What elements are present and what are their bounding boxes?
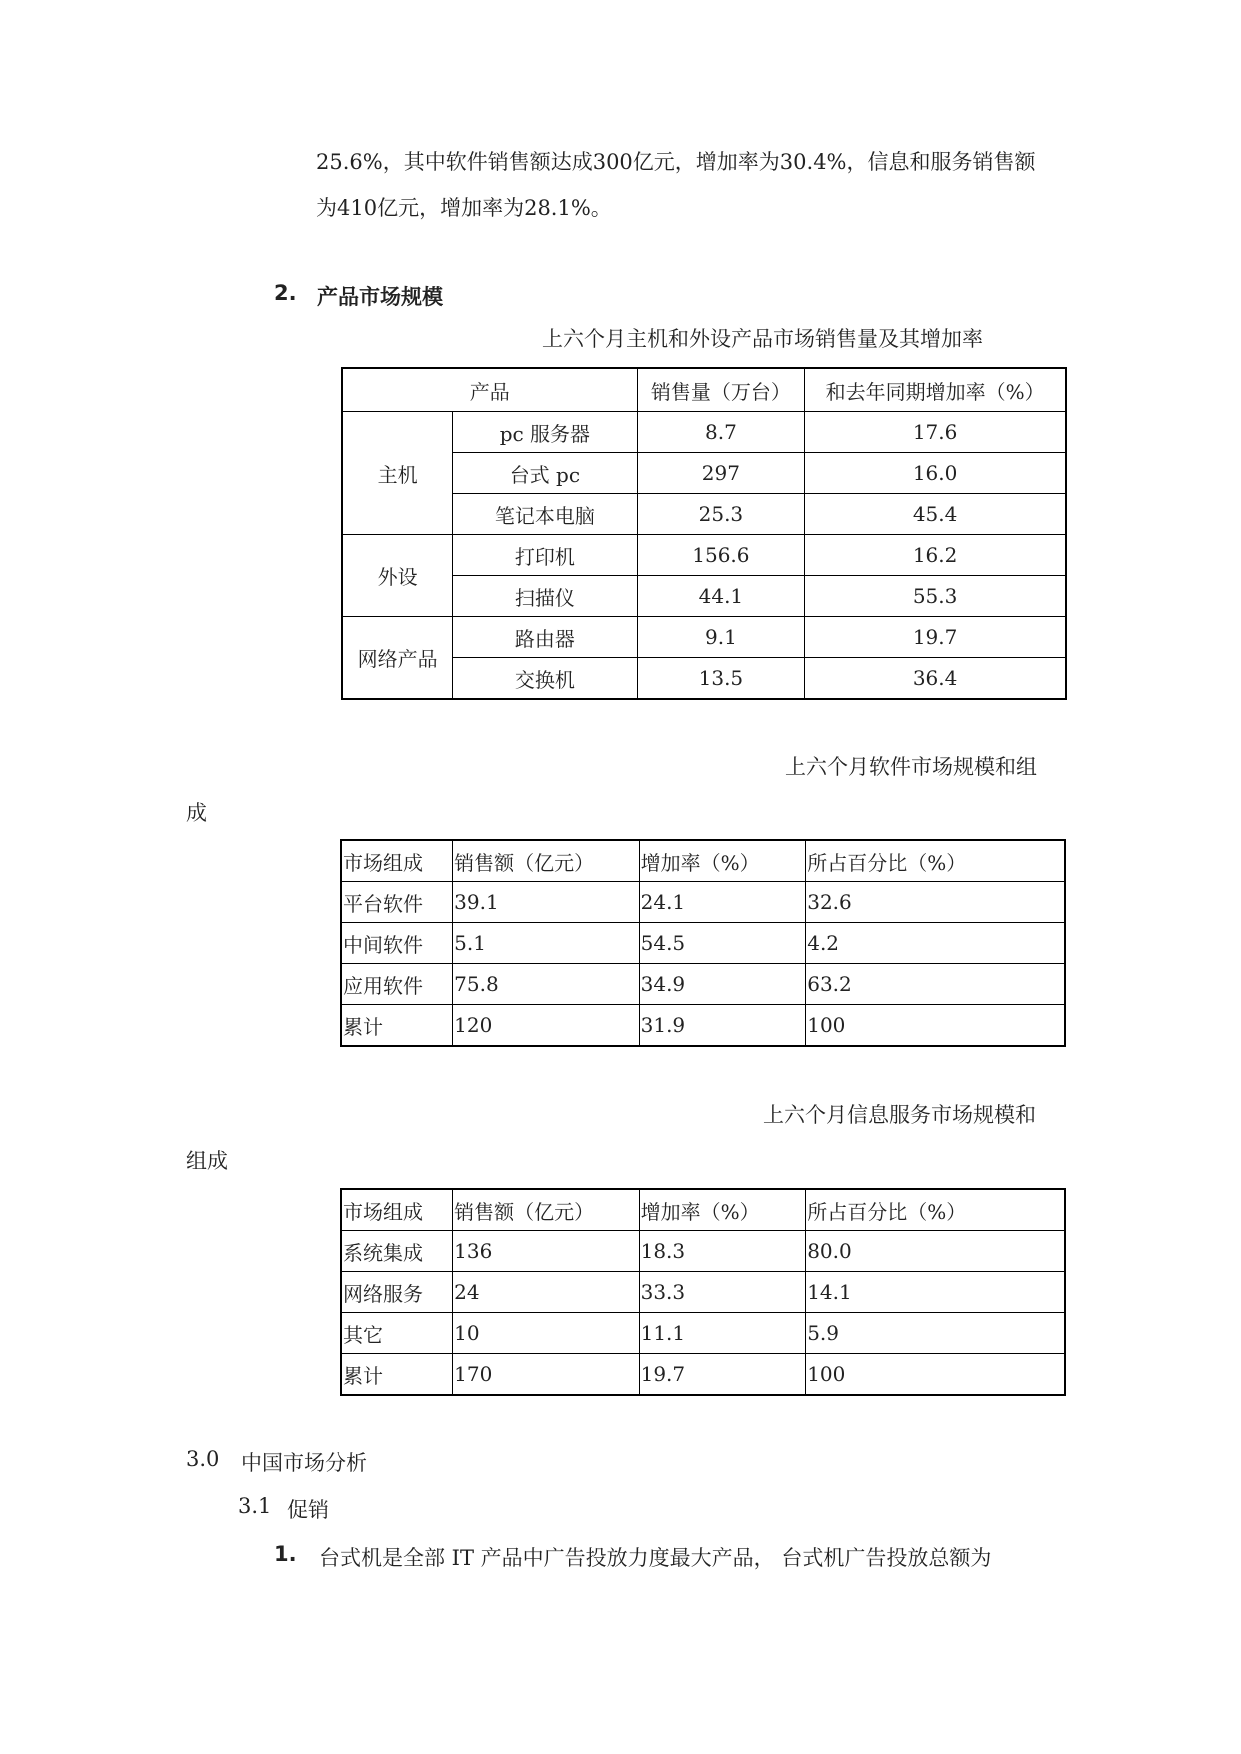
table-cell: 80.0	[806, 1231, 1065, 1272]
table3-caption: 上六个月信息服务市场规模和	[763, 1103, 1036, 1127]
table-row	[342, 412, 1066, 453]
growth-cell: 16.2	[805, 535, 1066, 576]
header-cell: 增加率（%）	[639, 840, 806, 882]
product-cell: pc 服务器	[453, 412, 637, 453]
group-name: 网络产品	[342, 617, 453, 700]
growth-cell: 17.6	[805, 412, 1066, 453]
item-1-number: 1.	[274, 1542, 297, 1566]
group-name: 主机	[342, 412, 453, 535]
table-cell: 4.2	[806, 923, 1065, 964]
header-cell: 增加率（%）	[639, 1189, 806, 1231]
table-cell: 19.7	[639, 1354, 806, 1396]
table2-caption-continued: 成	[186, 801, 207, 825]
table-row	[341, 1005, 1065, 1047]
table2-caption: 上六个月软件市场规模和组	[785, 755, 1037, 779]
section-2-number: 2.	[274, 281, 297, 305]
table-row	[341, 1354, 1065, 1396]
table-row	[341, 882, 1065, 923]
table-row	[341, 964, 1065, 1005]
table-header-row	[342, 368, 1066, 412]
header-cell: 所占百分比（%）	[806, 1189, 1065, 1231]
table1-caption: 上六个月主机和外设产品市场销售量及其增加率	[542, 327, 983, 351]
header-cell: 销售额（亿元）	[453, 840, 639, 882]
growth-cell: 16.0	[805, 453, 1066, 494]
sales-cell: 8.7	[637, 412, 805, 453]
intro-line-2: 为410亿元，增加率为28.1%。	[316, 196, 612, 220]
growth-cell: 45.4	[805, 494, 1066, 535]
sales-cell: 44.1	[637, 576, 805, 617]
section-3-1-title: 促销	[287, 1498, 329, 1522]
group-name: 外设	[342, 535, 453, 617]
sales-cell: 25.3	[637, 494, 805, 535]
table-row	[342, 617, 1066, 658]
header-cell: 市场组成	[341, 840, 453, 882]
section-3-title: 中国市场分析	[241, 1451, 367, 1475]
table-cell: 31.9	[639, 1005, 806, 1047]
info-service-market-table	[340, 1188, 1066, 1396]
table-cell: 24	[453, 1272, 639, 1313]
product-cell: 台式 pc	[453, 453, 637, 494]
header-growth: 和去年同期增加率（%）	[805, 368, 1066, 412]
table-cell: 24.1	[639, 882, 806, 923]
table3-caption-continued: 组成	[186, 1149, 228, 1173]
header-sales: 销售量（万台）	[637, 368, 805, 412]
product-cell: 路由器	[453, 617, 637, 658]
hardware-sales-table	[341, 367, 1067, 700]
table-cell: 120	[453, 1005, 639, 1047]
item-1-text: 台式机是全部 IT 产品中广告投放力度最大产品， 台式机广告投放总额为	[319, 1546, 992, 1570]
section-3-number: 3.0	[186, 1447, 220, 1471]
header-cell: 所占百分比（%）	[806, 840, 1065, 882]
table-cell: 中间软件	[341, 923, 453, 964]
table-row	[341, 1231, 1065, 1272]
growth-cell: 36.4	[805, 658, 1066, 700]
sales-cell: 13.5	[637, 658, 805, 700]
table-cell: 34.9	[639, 964, 806, 1005]
sales-cell: 156.6	[637, 535, 805, 576]
table-cell: 其它	[341, 1313, 453, 1354]
header-cell: 市场组成	[341, 1189, 453, 1231]
table-cell: 14.1	[806, 1272, 1065, 1313]
software-market-table	[340, 839, 1066, 1047]
growth-cell: 55.3	[805, 576, 1066, 617]
table-row	[341, 1313, 1065, 1354]
table-cell: 系统集成	[341, 1231, 453, 1272]
table-row	[341, 923, 1065, 964]
product-cell: 交换机	[453, 658, 637, 700]
table-row	[342, 535, 1066, 576]
table-cell: 170	[453, 1354, 639, 1396]
table-header-row	[341, 1189, 1065, 1231]
sales-cell: 297	[637, 453, 805, 494]
table-cell: 100	[806, 1005, 1065, 1047]
table-cell: 5.1	[453, 923, 639, 964]
table-cell: 10	[453, 1313, 639, 1354]
intro-line-1: 25.6%，其中软件销售额达成300亿元，增加率为30.4%，信息和服务销售额	[316, 150, 1036, 174]
section-3-1-number: 3.1	[238, 1494, 272, 1518]
table-cell: 累计	[341, 1005, 453, 1047]
growth-cell: 19.7	[805, 617, 1066, 658]
header-product: 产品	[342, 368, 637, 412]
table-cell: 11.1	[639, 1313, 806, 1354]
product-cell: 扫描仪	[453, 576, 637, 617]
table-cell: 18.3	[639, 1231, 806, 1272]
table-cell: 63.2	[806, 964, 1065, 1005]
sales-cell: 9.1	[637, 617, 805, 658]
header-cell: 销售额（亿元）	[453, 1189, 639, 1231]
table-header-row	[341, 840, 1065, 882]
table-cell: 39.1	[453, 882, 639, 923]
table-cell: 75.8	[453, 964, 639, 1005]
table-cell: 网络服务	[341, 1272, 453, 1313]
table-cell: 32.6	[806, 882, 1065, 923]
table-cell: 应用软件	[341, 964, 453, 1005]
table-cell: 累计	[341, 1354, 453, 1396]
table-row	[341, 1272, 1065, 1313]
table-cell: 136	[453, 1231, 639, 1272]
table-cell: 54.5	[639, 923, 806, 964]
table-cell: 5.9	[806, 1313, 1065, 1354]
section-2-title: 产品市场规模	[317, 285, 443, 309]
table-cell: 100	[806, 1354, 1065, 1396]
table-cell: 33.3	[639, 1272, 806, 1313]
product-cell: 打印机	[453, 535, 637, 576]
table-cell: 平台软件	[341, 882, 453, 923]
product-cell: 笔记本电脑	[453, 494, 637, 535]
